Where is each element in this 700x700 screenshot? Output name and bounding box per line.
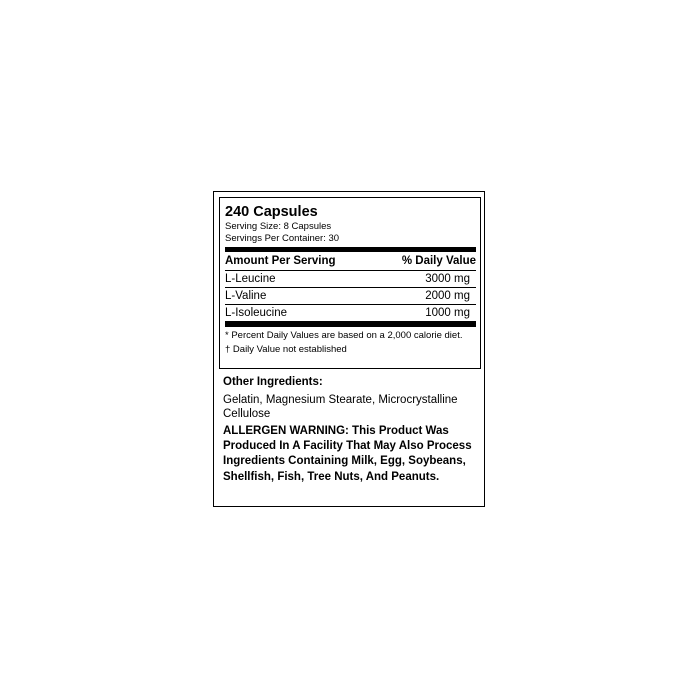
nutrient-row: [225, 271, 476, 288]
dagger-footnote: † Daily Value not established: [225, 344, 347, 355]
nutrient-amount: 1000 mg: [425, 307, 470, 319]
nutrient-name: L-Isoleucine: [225, 307, 288, 319]
daily-value-header: % Daily Value: [401, 255, 476, 267]
nutrient-amount: 2000 mg: [425, 290, 470, 302]
nutrient-name: L-Valine: [225, 290, 267, 302]
product-title: 240 Capsules: [225, 204, 318, 220]
daily-value-footnote: * Percent Daily Values are based on a 2,000 calorie diet.: [225, 330, 463, 341]
servings-per-container: Servings Per Container: 30: [225, 233, 340, 244]
nutrient-name: L-Leucine: [225, 273, 276, 285]
allergen-warning: ALLERGEN WARNING: This Product Was Produced In A Facility That May Also Process Ingredients Containing Milk, Egg, Soybeans, Shellfish, Fish, Tree Nuts, And Peanuts.: [223, 425, 472, 483]
nutrient-row: [225, 305, 476, 322]
nutrient-row: [225, 288, 476, 305]
other-ingredients-section: [223, 375, 479, 485]
supplement-facts-panel: [219, 197, 481, 369]
nutrient-amount: 3000 mg: [425, 273, 470, 285]
thick-divider: [225, 247, 476, 252]
amount-per-serving-header: Amount Per Serving: [225, 255, 336, 267]
facts-header-row: [225, 254, 476, 271]
thick-divider-bottom: [225, 322, 476, 327]
other-ingredients-heading: Other Ingredients:: [223, 376, 323, 388]
other-ingredients-list: Gelatin, Magnesium Stearate, Microcrystalline Cellulose: [223, 394, 458, 420]
supplement-label: [213, 191, 485, 507]
serving-size: Serving Size: 8 Capsules: [225, 221, 332, 232]
